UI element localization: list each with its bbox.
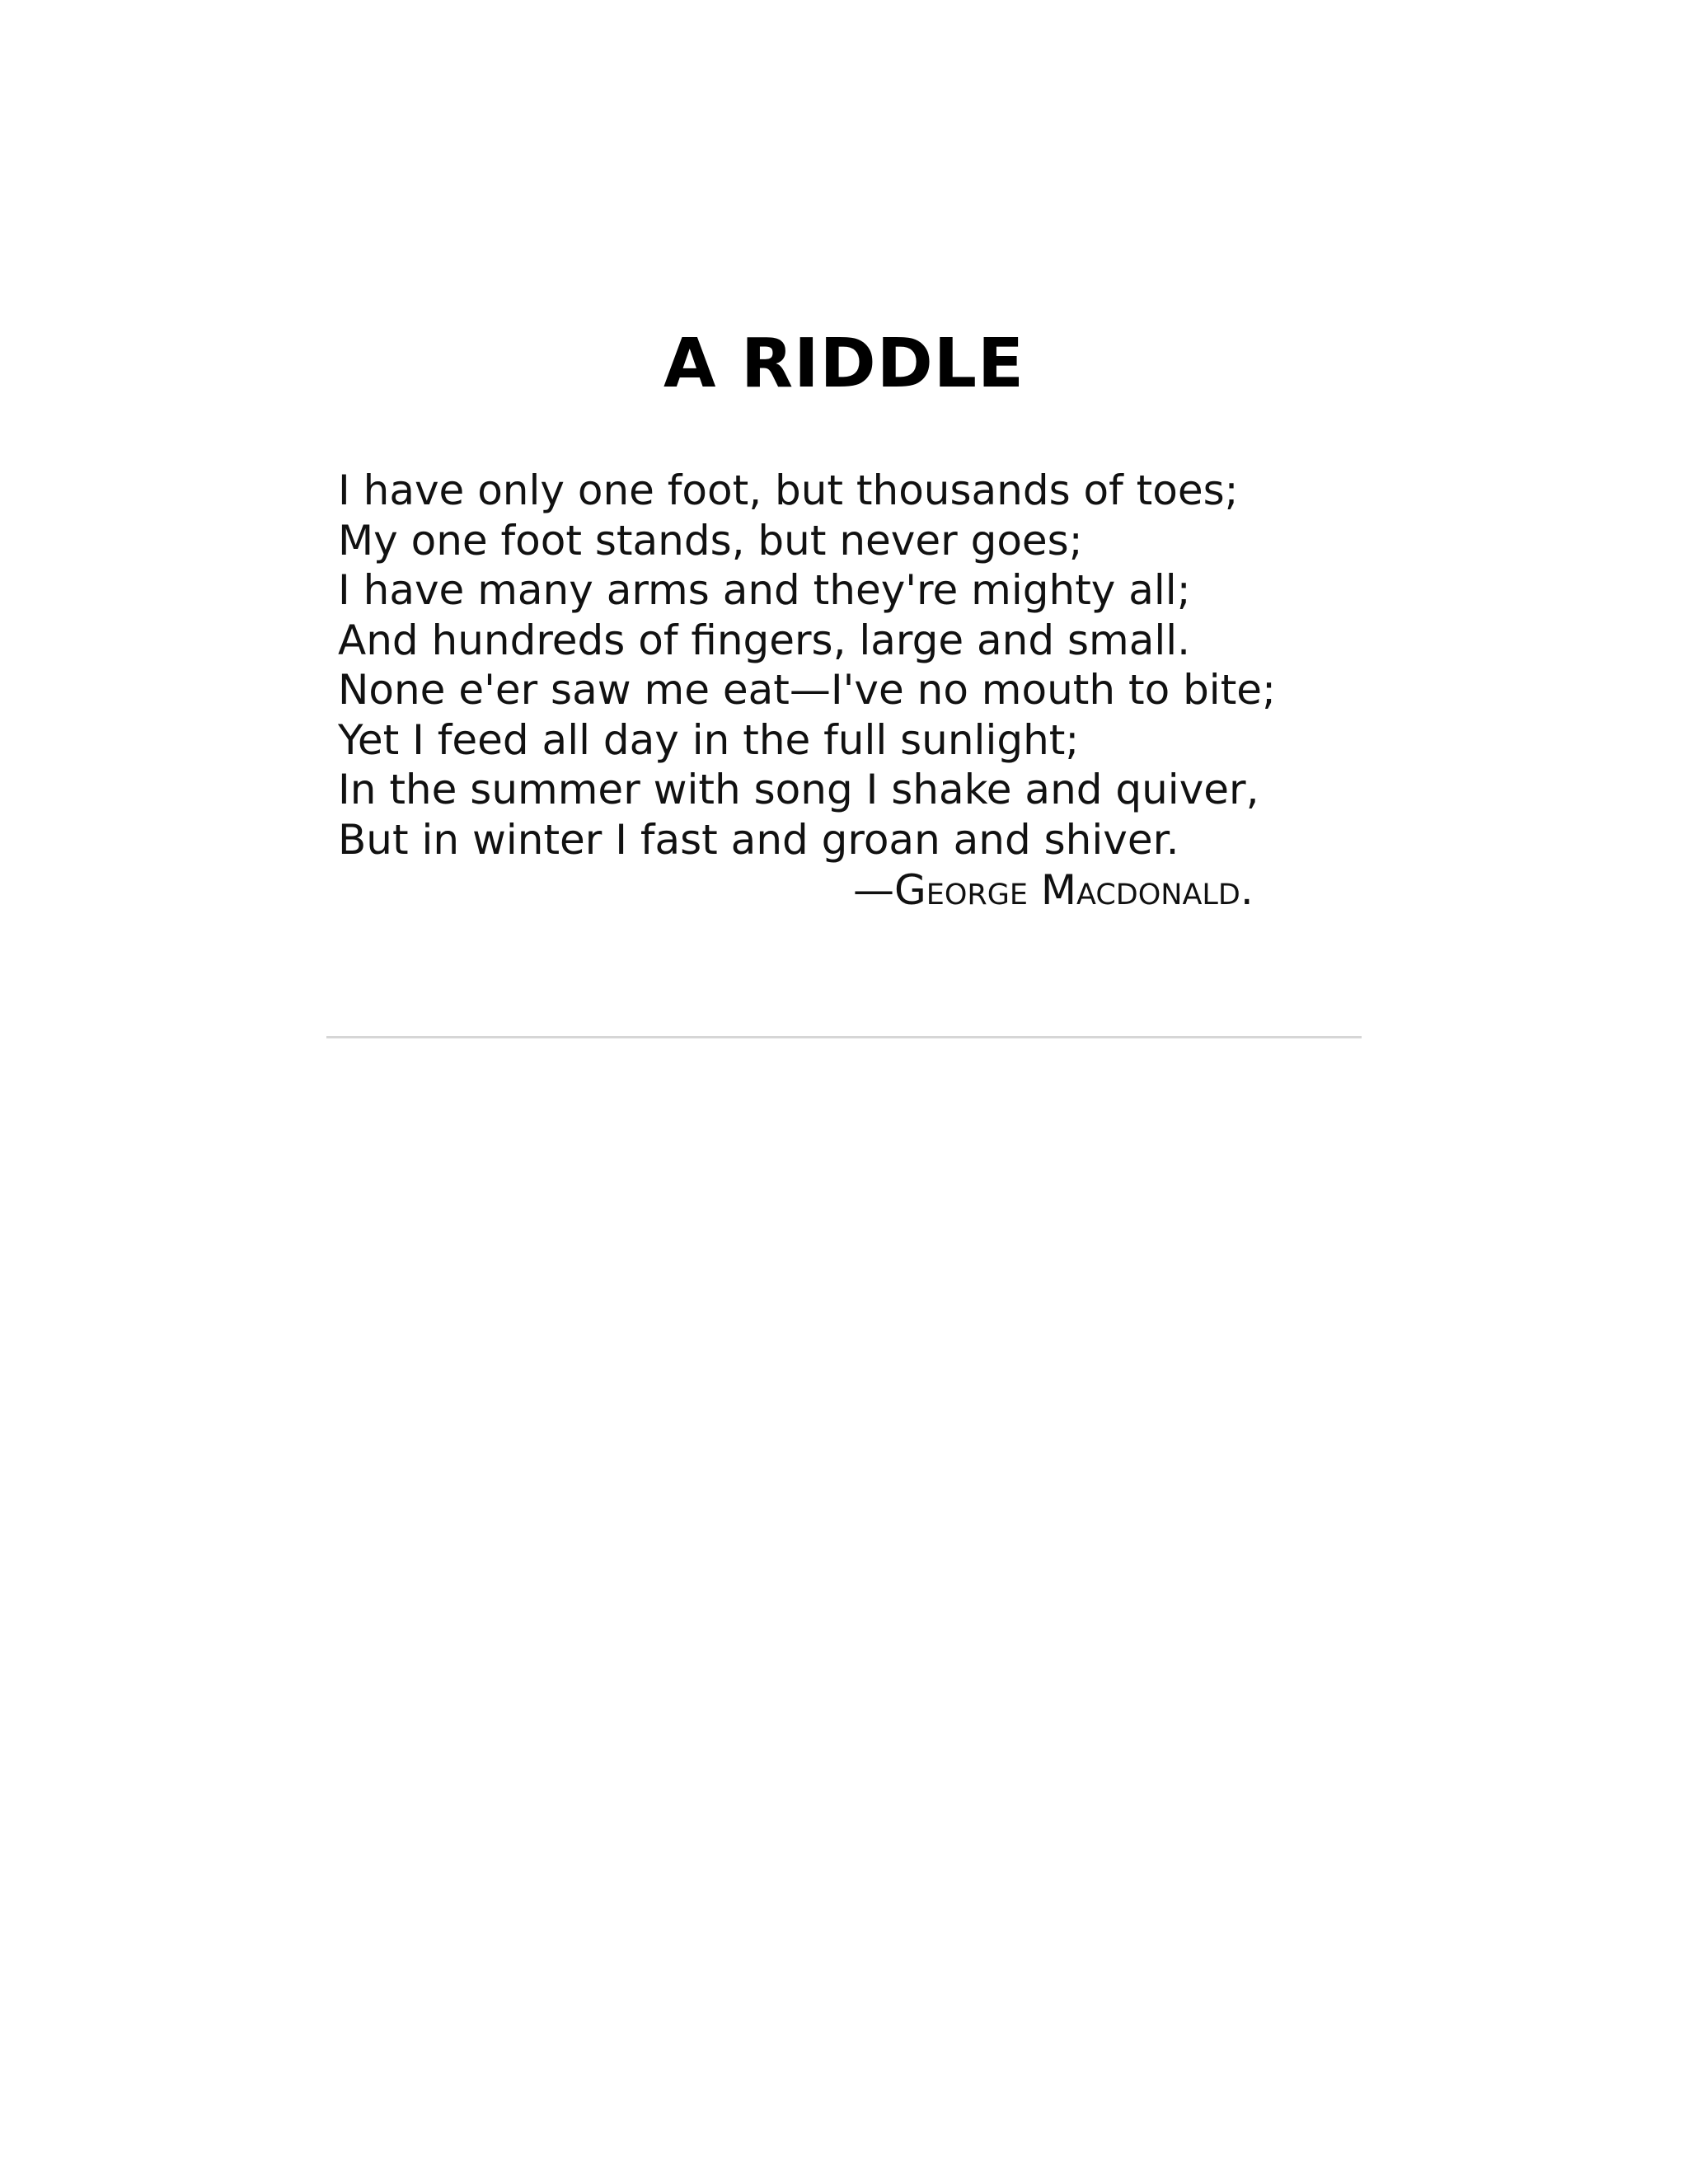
poem-line: I have only one foot, but thousands of toes; [338, 466, 1239, 514]
poem-line: In the summer with song I shake and quiver, [338, 766, 1259, 813]
attribution-author: George Macdonald [894, 866, 1240, 914]
section-divider [326, 1036, 1362, 1038]
poem-attribution [853, 865, 1254, 915]
attribution-period: . [1240, 866, 1254, 914]
poem-title: A RIDDLE [663, 325, 1025, 403]
poem-line: None e'er saw me eat—I've no mouth to bite; [338, 666, 1276, 714]
poem-body [338, 466, 1276, 865]
poem-line: My one foot stands, but never goes; [338, 516, 1083, 565]
attribution-dash: — [853, 866, 894, 914]
poem-line: I have many arms and they're mighty all; [338, 566, 1191, 614]
poem-line: Yet I feed all day in the full sunlight; [338, 715, 1080, 764]
poem-line: And hundreds of fingers, large and small. [338, 616, 1191, 664]
poem-line: But in winter I fast and groan and shiver. [338, 815, 1179, 864]
